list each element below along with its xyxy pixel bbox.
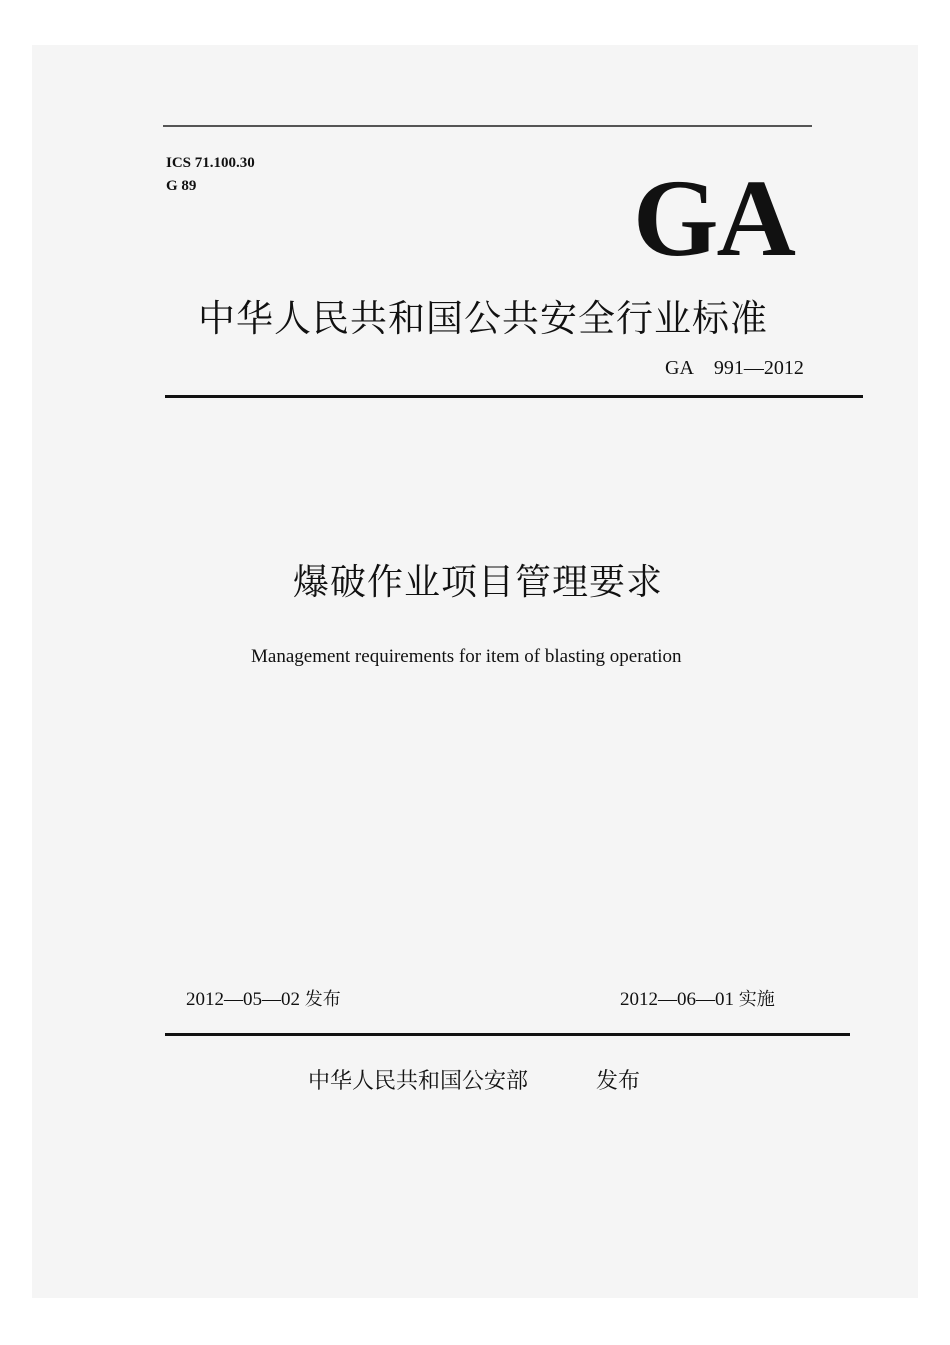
issuer-name: 中华人民共和国公安部 [308, 1069, 529, 1094]
effective-date-line [620, 985, 775, 1011]
effective-label: 实施 [738, 989, 775, 1010]
effective-date: 2012—06—01 [620, 989, 734, 1010]
issue-label: 发布 [304, 989, 341, 1010]
top-rule [163, 125, 812, 127]
ics-code: ICS 71.100.30 [166, 155, 255, 171]
issue-date-line [186, 985, 341, 1011]
standard-number: GA 991—2012 [665, 357, 804, 379]
standard-heading: 中华人民共和国公共安全行业标准 [198, 297, 768, 340]
footer-divider [165, 1033, 850, 1036]
issuer-action: 发布 [596, 1069, 641, 1094]
classification-code: G 89 [166, 178, 197, 194]
ga-logo: GA [633, 157, 794, 279]
document-title: 爆破作业项目管理要求 [293, 562, 664, 603]
header-divider [165, 395, 863, 398]
document-title-english: Management requirements for item of blasting operation [251, 646, 682, 667]
issue-date: 2012—05—02 [186, 989, 300, 1010]
